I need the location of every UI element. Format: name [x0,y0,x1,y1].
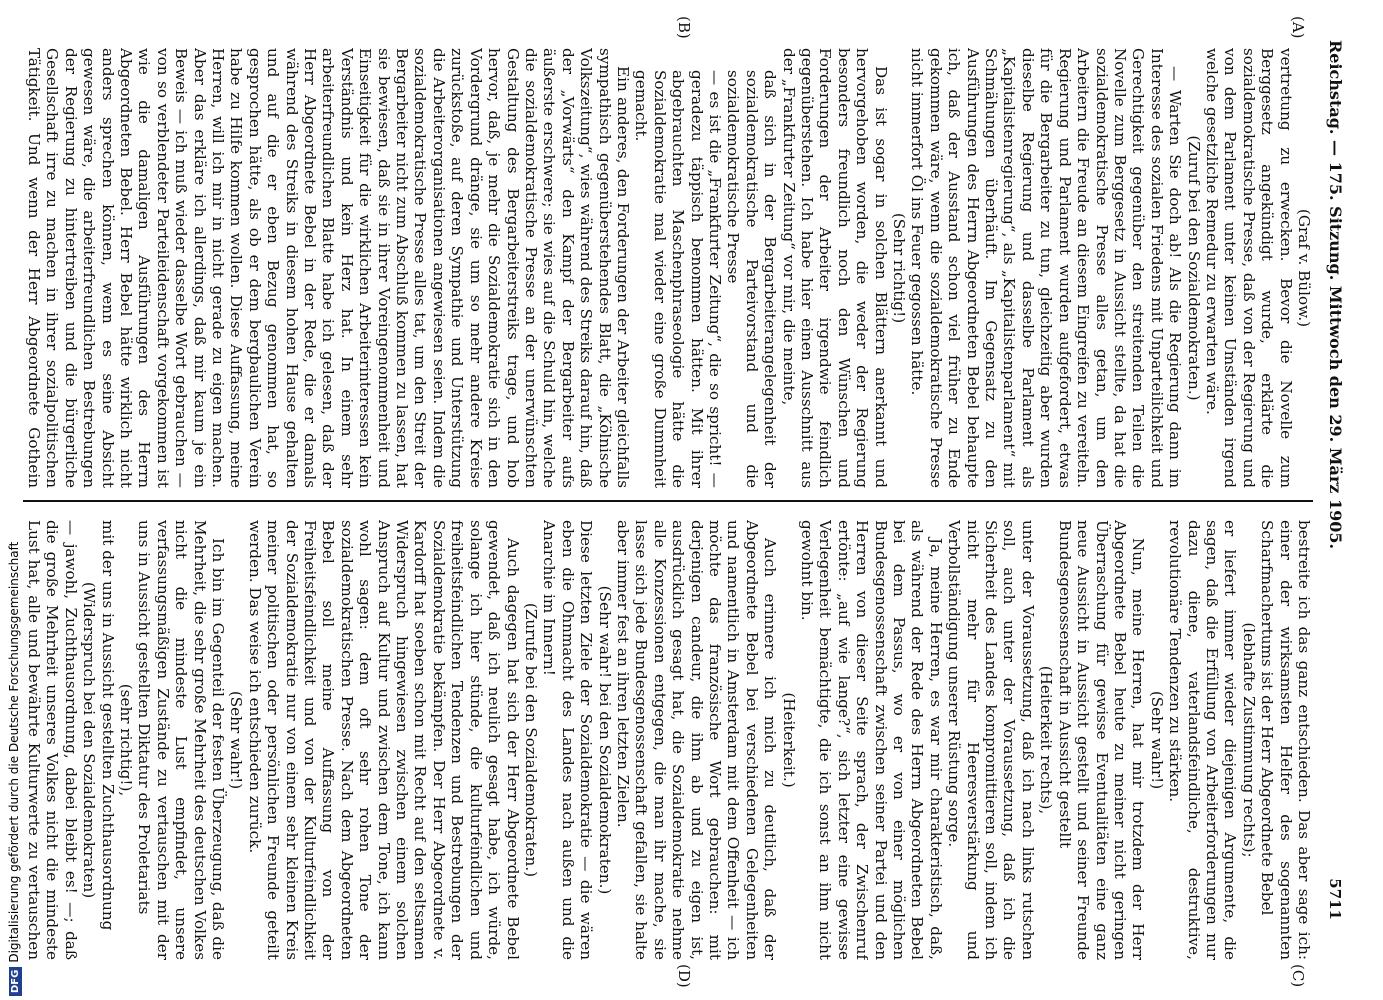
paragraph: — Warten Sie doch ab! Als die Regierung dann im Interesse des sozialen Friedens mit Unparteilichkeit und Gerechtigkeit gegenüber den streitenden Teilen die Novelle zum Berggesetz in Aussicht stellte, da hat die sozialdemokratische Presse alles getan, um den Arbeitern die Freude an diesem Eingreifen zu vereiteln. Regierung und Parlament wurden aufgefordert, etwas für die Bergarbeiter zu tun, gleichzeitig aber wurden dieselbe Regierung und dasselbe Parlament als „Kapitalistenregierung“, als „Kapitalistenparlament“ mit Schmähungen überhäuft. Im Gegensatz zu den Ausführungen des Herrn Abgeordneten Bebel behaupte ich, daß der Ausstand schon viel früher zu Ende gekommen wäre, wenn die sozialdemokratische Presse nicht immerfort Öl ins Feuer gegossen hätte. [908,48,1185,488]
interjection: (Sehr wahr!) [227,690,246,790]
paragraph: — jawohl, Zuchthausordnung, dabei bleibt es! —; daß die große Mehrheit unseres Volkes nicht die mindeste Lust hat, alle und bewährte Kulturwerte zu vertauschen [24,520,80,960]
footer-credit [0,16,28,996]
paragraph: er liefert immer wieder diejenigen Argumente, die sagen, daß die Erfüllung von Arbeiterforderungen nur dazu diene, vaterlandsfeindliche, destruktive, revolutionäre Tendenzen zu stärken. [1166,520,1240,960]
paragraph: Diese letzten Ziele der Sozialdemokratie — die wären eben die Ohnmacht des Landes nach außen und die Anarchie im Innern! [540,520,596,960]
right-column [23,520,1313,960]
margin-mark-c: (C) [1289,964,1307,988]
interjection: (Widerspruch bei den Sozialdemokraten) [80,581,99,899]
footer-text [7,542,22,996]
column-divider [23,500,1313,502]
interjection: (sehr richtig!), [117,683,135,797]
paragraph: Ich bin im Gegenteil der festen Überzeugung, daß die Mehrheit, die sehr große Mehrheit des deutschen Volkes nicht die mindeste Lust empfindet, unsere verfassungsmäßigen Zustände zu vertauschen mit der uns in Aussicht gestellten Diktatur des Proletariats [135,520,228,960]
paragraph: mit der uns in Aussicht gestellten Zuchthausordnung [98,520,117,931]
interjection: (Heiterkeit rechts), [1037,665,1056,815]
paragraph: — es ist die „Frankfurter Zeitung“, die so spricht! — geradezu täppisch benommen hätten. Mit ihrer abgebrauchten Maschenphraseologie hätte die Sozialdemokratie mal wieder eine große Dummheit gemacht. [632,70,724,488]
margin-mark-a: (A) [1289,16,1307,39]
paragraph: Das ist sogar in solchen Blättern anerkannt und hervorgehoben worden, die weder der Regierung besonders freundlich noch den Wünschen und Forderungen der Arbeiter irgendwie feindlich gegenüberstehen. Ich habe hier einen Ausschnitt aus der „Frankfurter Zeitung“ vor mir, die meinte, [779,48,890,488]
margin-mark-d: (D) [675,964,693,988]
page-number: 5711 [1326,878,1344,920]
interjection: (Sehr wahr! bei den Sozialdemokraten.) [595,585,614,895]
interjection: (Sehr wahr!) [1147,690,1166,790]
dfg-logo: DFG [9,967,22,996]
interjection: (Heiterkeit.) [779,692,798,788]
interjection: (lebhafte Zustimmung rechts); [1239,622,1258,858]
interjection: (Sehr richtig!) [890,212,909,324]
paragraph: Auch dagegen hat sich der Herr Abgeordnete Bebel gewendet, daß ich neulich gesagt habe, ich würde, solange ich hier stünde, die kulturfeindlichen und freiheitsfeindlichen Tendenzen und Bestrebungen der Sozialdemokratie bekämpfen. Der Herr Abgeordnete v. Kardorff hat soeben schon mit Recht auf den seltsamen Widerspruch hingewiesen zwischen einem solchen Anspruch auf Kultur und zwischen dem Tone, ich kann wohl sagen: dem oft sehr rohen Tone der sozialdemokratischen Presse. Nach dem Abgeordneten Bebel soll meine Auffassung von der Freiheitsfeindlichkeit und von der Kulturfeindlichkeit der Sozialdemokratie nur von einem sehr kleinen Kreis meiner politischen oder persönlichen Freunde geteilt werden. Das weise ich entschieden zurück. [245,520,522,960]
interjection: (Zurufe bei den Sozialdemokraten.) [521,602,540,878]
margin-mark-b: (B) [675,16,693,39]
paragraph: unter der Voraussetzung, daß ich nach links rutschen soll, auch unter der Voraussetzung, daß ich die Sicherheit des Landes kompromittieren soll, indem ich nicht mehr für Heeresverstärkung und Verbollständigung unserer Rüstung sorge. [945,520,1037,960]
paragraph: Ein anderes, den Forderungen der Arbeiter gleichfalls sympathisch gegenüberstehendes Blatt, die „Kölnische Volkszeitung“, wies während des Streiks darauf hin, daß der „Vorwärts“ den Kampf der Bergarbeiter aufs äußerste erschwere; sie wies auf die Schuld hin, welche die sozialdemokratische Presse an der unerwünschten Gestaltung des Bergarbeiterstreiks trage, und hob hervor, daß, je mehr die Sozialdemokratie sich in den Vordergrund dränge, sie um so mehr andere Kreise zurückstoße, auf deren Sympathie und Unterstützung die Arbeiterorganisationen angewiesen seien. Indem die sozialdemokratische Presse alles tat, um den Streit der Bergarbeiter nicht zum Abschluß kommen zu lassen, hat sie bewiesen, daß sie in ihrer Voreingenommenheit und Einseitigkeit für die wirklichen Arbeiterinteressen kein Verständnis und kein Herz hat. In einem sehr arbeiterfreundlichen Blatte habe ich gelesen, daß der Herr Abgeordnete Bebel in der Rede, die er damals während des Streiks in diesem hohen Hause gehalten und auf die er eben Bezug genommen hat, so gesprochen hätte, als ob er dem bergbaulichen Verein habe zu Hilfe kommen wollen. Diese Auffassung, meine Herren, will ich mir in nicht gerade zu eigen machen. Aber das erkläre ich allerdings, daß mir kaum je ein Beweis — ich muß wieder dasselbe Wort gebrauchen — von so verblendeter Parteileidenschaft vorgekommen ist wie die damaligen Ausführungen des Herrn Abgeordneten Bebel. Herr Bebel hätte wirklich nicht anders sprechen können, wenn es seine Absicht gewesen wäre, die arbeiterfreundlichen Bestrebungen der Regierung zu hintertreiben und die bürgerliche Gesellschaft irre zu machen in ihrer sozialpolitischen Tätigkeit. Und wenn der Herr Abgeordnete Gothein [24,48,632,488]
page-header [1315,40,1345,920]
paragraph: daß sich in der Bergarbeiterangelegenheit der sozialdemokratische Parteivorstand und die sozialdemokratische Presse [724,70,780,488]
paragraph: Ja, meine Herren, es war mir charakteristisch, daß, als während der Rede des Herrn Abgeordneten Bebel bei dem Passus, wo er von einer möglichen Bundesgenossenschaft zwischen seiner Partei und den Herren von dieser Seite sprach, der Zwischenruf ertönte: „auf wie lange?“, sich letzter eine gewisse Verlegenheit bemächtigte, die ich sonst an ihm nicht gewohnt bin. [798,520,945,960]
footer-credit-text: Digitalisierung gefördert durch die Deutsche Forschungsgemeinschaft [6,541,21,963]
paragraph: Auch erinnere ich mich zu deutlich, daß der Abgeordnete Bebel bei verschiedenen Gelegenheiten und namentlich in Amsterdam mit dem Offenheit — ich möchte das französische Wort gebrauchen: mit derjenigen candeur, die ihm ab und zu eigen ist, ausdrücklich gesagt hat, die Sozialdemokratie nehme alle Konzessionen entgegen, die man ihr mache, sie lasse sich jede Bundesgenossenschaft gefallen, sie halte aber immer fest an ihren letzten Zielen. [613,520,780,960]
left-column [23,48,1313,488]
paragraph: bestreite ich das ganz entschieden. Das aber sage ich: einer der wirksamsten Helfer des sogenannten Scharfmachertums ist der Herr Abgeordnete Bebel [1258,520,1313,960]
interjection: (Zuruf bei den Sozialdemokraten.) [1184,135,1203,401]
header-title: Reichstag. — 175. Sitzung. Mittwoch den 29. März 1905. [1326,40,1345,550]
paragraph: Nun, meine Herren, hat mir trotzdem der Herr Abgeordnete Bebel heute zu meiner nicht geringen Überraschung für gewisse Eventualitäten eine ganz neue Aussicht in Aussicht gestellt und seiner Freunde Bundesgenossenschaft in Aussicht gestellt [1055,520,1148,960]
paragraph: vertretung zu erwecken. Bevor die Novelle zum Berggesetz angekündigt wurde, erklärte die sozialdemokratische Presse, daß von der Regierung und von dem Parlament unter keinen Umständen irgend welche gesetzliche Remedur zu erwarten wäre. [1202,48,1295,488]
interjection: (Graf v. Bülow.) [1295,208,1313,328]
